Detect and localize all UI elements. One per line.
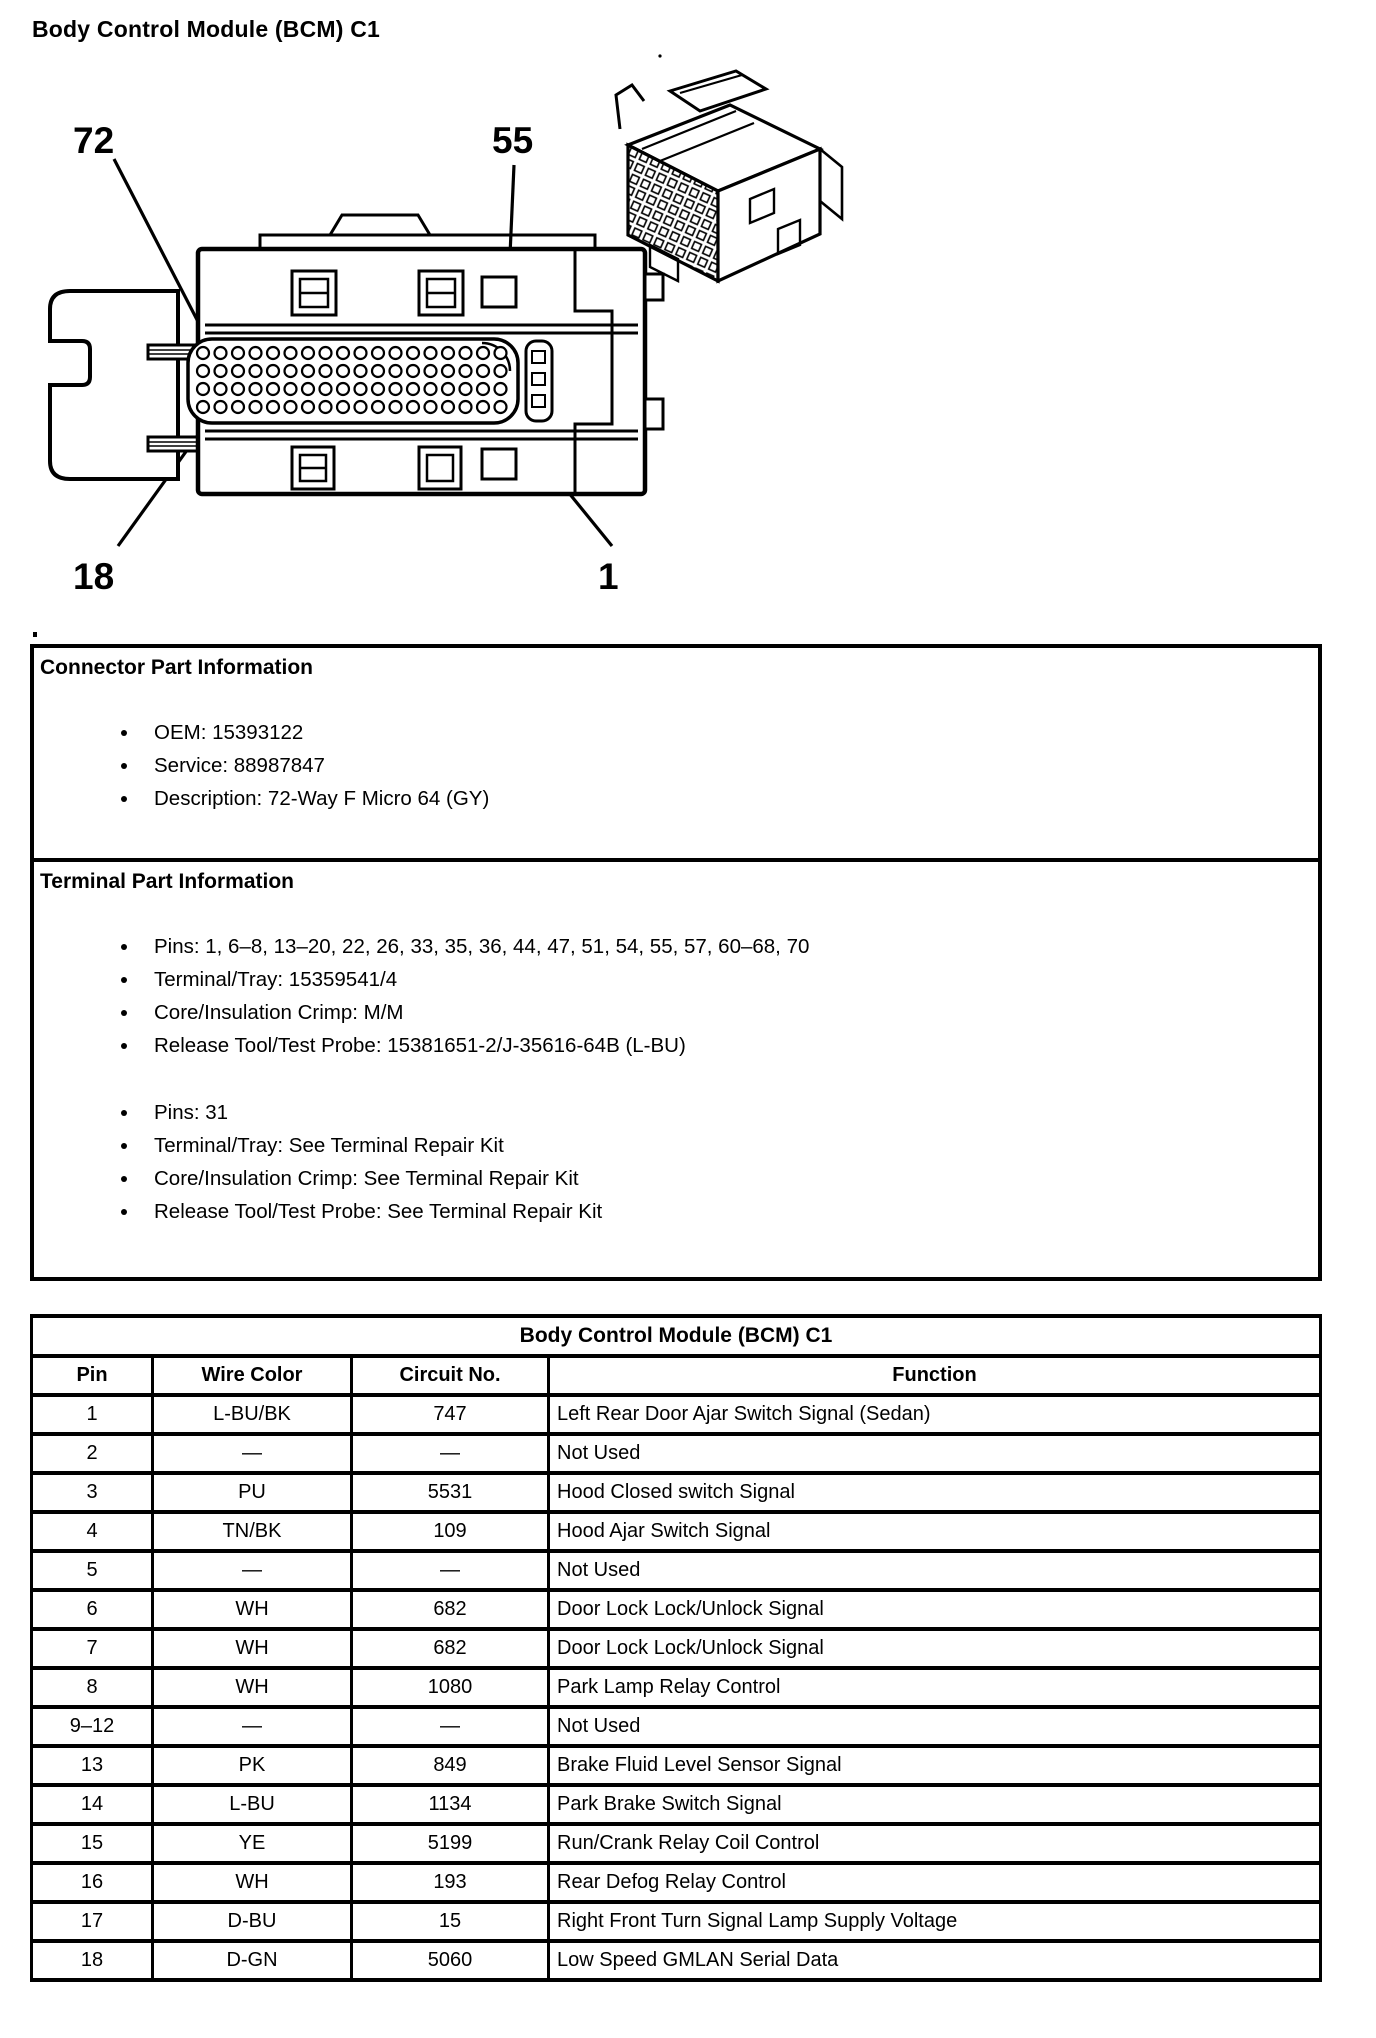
table-title: Body Control Module (BCM) C1 (32, 1316, 1321, 1356)
table-body (32, 1395, 1321, 1980)
column-header-wire-color: Wire Color (153, 1356, 352, 1395)
table-cell: 5531 (352, 1473, 549, 1512)
list-item: • Pins: 1, 6–8, 13–20, 22, 26, 33, 35, 36, 44, 47, 51, 54, 55, 57, 60–68, 70 (140, 930, 1306, 963)
table-cell: 3 (32, 1473, 153, 1512)
terminal-part-info-box (30, 858, 1322, 1281)
table-row (32, 1746, 1321, 1785)
table-cell: PU (153, 1473, 352, 1512)
table-cell: 5199 (352, 1824, 549, 1863)
list-item: • Release Tool/Test Probe: See Terminal Repair Kit (140, 1195, 1306, 1228)
table-row (32, 1785, 1321, 1824)
table-cell: 4 (32, 1512, 153, 1551)
table-cell: D-GN (153, 1941, 352, 1980)
table-cell: L-BU/BK (153, 1395, 352, 1434)
table-cell: Brake Fluid Level Sensor Signal (549, 1746, 1321, 1785)
table-cell: Not Used (549, 1434, 1321, 1473)
scan-artifact-dot (33, 632, 37, 637)
list-item: • Terminal/Tray: 15359541/4 (140, 963, 1306, 996)
table-cell: 8 (32, 1668, 153, 1707)
connector-diagram-svg (30, 49, 872, 609)
table-cell: 2 (32, 1434, 153, 1473)
table-cell: 747 (352, 1395, 549, 1434)
table-cell: 18 (32, 1941, 153, 1980)
table-cell: 17 (32, 1902, 153, 1941)
table-cell: TN/BK (153, 1512, 352, 1551)
connector-part-info-list (40, 716, 1306, 815)
table-cell: Hood Ajar Switch Signal (549, 1512, 1321, 1551)
table-cell: Hood Closed switch Signal (549, 1473, 1321, 1512)
pin-label-72: 72 (73, 120, 115, 161)
table-cell: 14 (32, 1785, 153, 1824)
table-cell: Door Lock Lock/Unlock Signal (549, 1590, 1321, 1629)
table-cell: 5 (32, 1551, 153, 1590)
list-item: • Terminal/Tray: See Terminal Repair Kit (140, 1129, 1306, 1162)
table-cell: — (352, 1434, 549, 1473)
table-cell: Not Used (549, 1707, 1321, 1746)
table-cell: WH (153, 1629, 352, 1668)
table-cell: 7 (32, 1629, 153, 1668)
column-header-circuit-no: Circuit No. (352, 1356, 549, 1395)
table-cell: 5060 (352, 1941, 549, 1980)
table-cell: 13 (32, 1746, 153, 1785)
table-row (32, 1590, 1321, 1629)
table-row (32, 1668, 1321, 1707)
list-item: • Core/Insulation Crimp: See Terminal Repair Kit (140, 1162, 1306, 1195)
table-cell: 1080 (352, 1668, 549, 1707)
table-title-row (32, 1316, 1321, 1356)
table-row (32, 1902, 1321, 1941)
table-row (32, 1512, 1321, 1551)
table-cell: Left Rear Door Ajar Switch Signal (Sedan) (549, 1395, 1321, 1434)
table-cell: — (153, 1434, 352, 1473)
table-cell: Run/Crank Relay Coil Control (549, 1824, 1321, 1863)
table-row (32, 1434, 1321, 1473)
table-cell: — (153, 1551, 352, 1590)
table-cell: — (153, 1707, 352, 1746)
table-cell: Park Lamp Relay Control (549, 1668, 1321, 1707)
list-item: • Pins: 31 (140, 1096, 1306, 1129)
pin-label-18: 18 (73, 556, 115, 597)
list-item: • Service: 88987847 (140, 749, 1306, 782)
table-cell: L-BU (153, 1785, 352, 1824)
table-row (32, 1473, 1321, 1512)
pin-label-55: 55 (492, 120, 534, 161)
table-row (32, 1707, 1321, 1746)
pin-label-1: 1 (598, 556, 619, 597)
table-cell: 849 (352, 1746, 549, 1785)
list-item: • Release Tool/Test Probe: 15381651-2/J-35616-64B (L-BU) (140, 1029, 1306, 1062)
column-header-function: Function (549, 1356, 1321, 1395)
table-cell: D-BU (153, 1902, 352, 1941)
table-cell: Not Used (549, 1551, 1321, 1590)
table-cell: 1 (32, 1395, 153, 1434)
pin-function-table (30, 1314, 1322, 1982)
table-cell: 682 (352, 1629, 549, 1668)
table-cell: 6 (32, 1590, 153, 1629)
connector-part-info-box (30, 644, 1322, 862)
page-title: Body Control Module (BCM) C1 (32, 16, 381, 42)
table-row (32, 1395, 1321, 1434)
table-row (32, 1824, 1321, 1863)
connector-iso-view (616, 54, 842, 281)
table-cell: Right Front Turn Signal Lamp Supply Voltage (549, 1902, 1321, 1941)
list-item: • OEM: 15393122 (140, 716, 1306, 749)
table-cell: WH (153, 1590, 352, 1629)
table-cell: 109 (352, 1512, 549, 1551)
table-row (32, 1551, 1321, 1590)
table-cell: Park Brake Switch Signal (549, 1785, 1321, 1824)
table-cell: WH (153, 1863, 352, 1902)
table-cell: — (352, 1707, 549, 1746)
table-cell: YE (153, 1824, 352, 1863)
table-cell: 15 (352, 1902, 549, 1941)
table-row (32, 1941, 1321, 1980)
table-cell: WH (153, 1668, 352, 1707)
table-cell: 16 (32, 1863, 153, 1902)
table-cell: — (352, 1551, 549, 1590)
table-cell: Low Speed GMLAN Serial Data (549, 1941, 1321, 1980)
table-cell: 193 (352, 1863, 549, 1902)
table-cell: 15 (32, 1824, 153, 1863)
table-cell: 9–12 (32, 1707, 153, 1746)
table-cell: Door Lock Lock/Unlock Signal (549, 1629, 1321, 1668)
table-header-row (32, 1356, 1321, 1395)
connector-face-view (50, 215, 663, 494)
table-row (32, 1629, 1321, 1668)
table-cell: 1134 (352, 1785, 549, 1824)
terminal-info-group-2 (40, 1096, 1306, 1228)
list-item: • Description: 72-Way F Micro 64 (GY) (140, 782, 1306, 815)
table-cell: 682 (352, 1590, 549, 1629)
table-cell: PK (153, 1746, 352, 1785)
table-cell: Rear Defog Relay Control (549, 1863, 1321, 1902)
list-item: • Core/Insulation Crimp: M/M (140, 996, 1306, 1029)
column-header-pin: Pin (32, 1356, 153, 1395)
connector-diagram (30, 49, 1322, 614)
table-row (32, 1863, 1321, 1902)
connector-part-info-heading: Connector Part Information (40, 656, 314, 679)
terminal-part-info-heading: Terminal Part Information (40, 870, 294, 893)
page (30, 16, 1322, 1982)
terminal-info-group-1 (40, 930, 1306, 1062)
